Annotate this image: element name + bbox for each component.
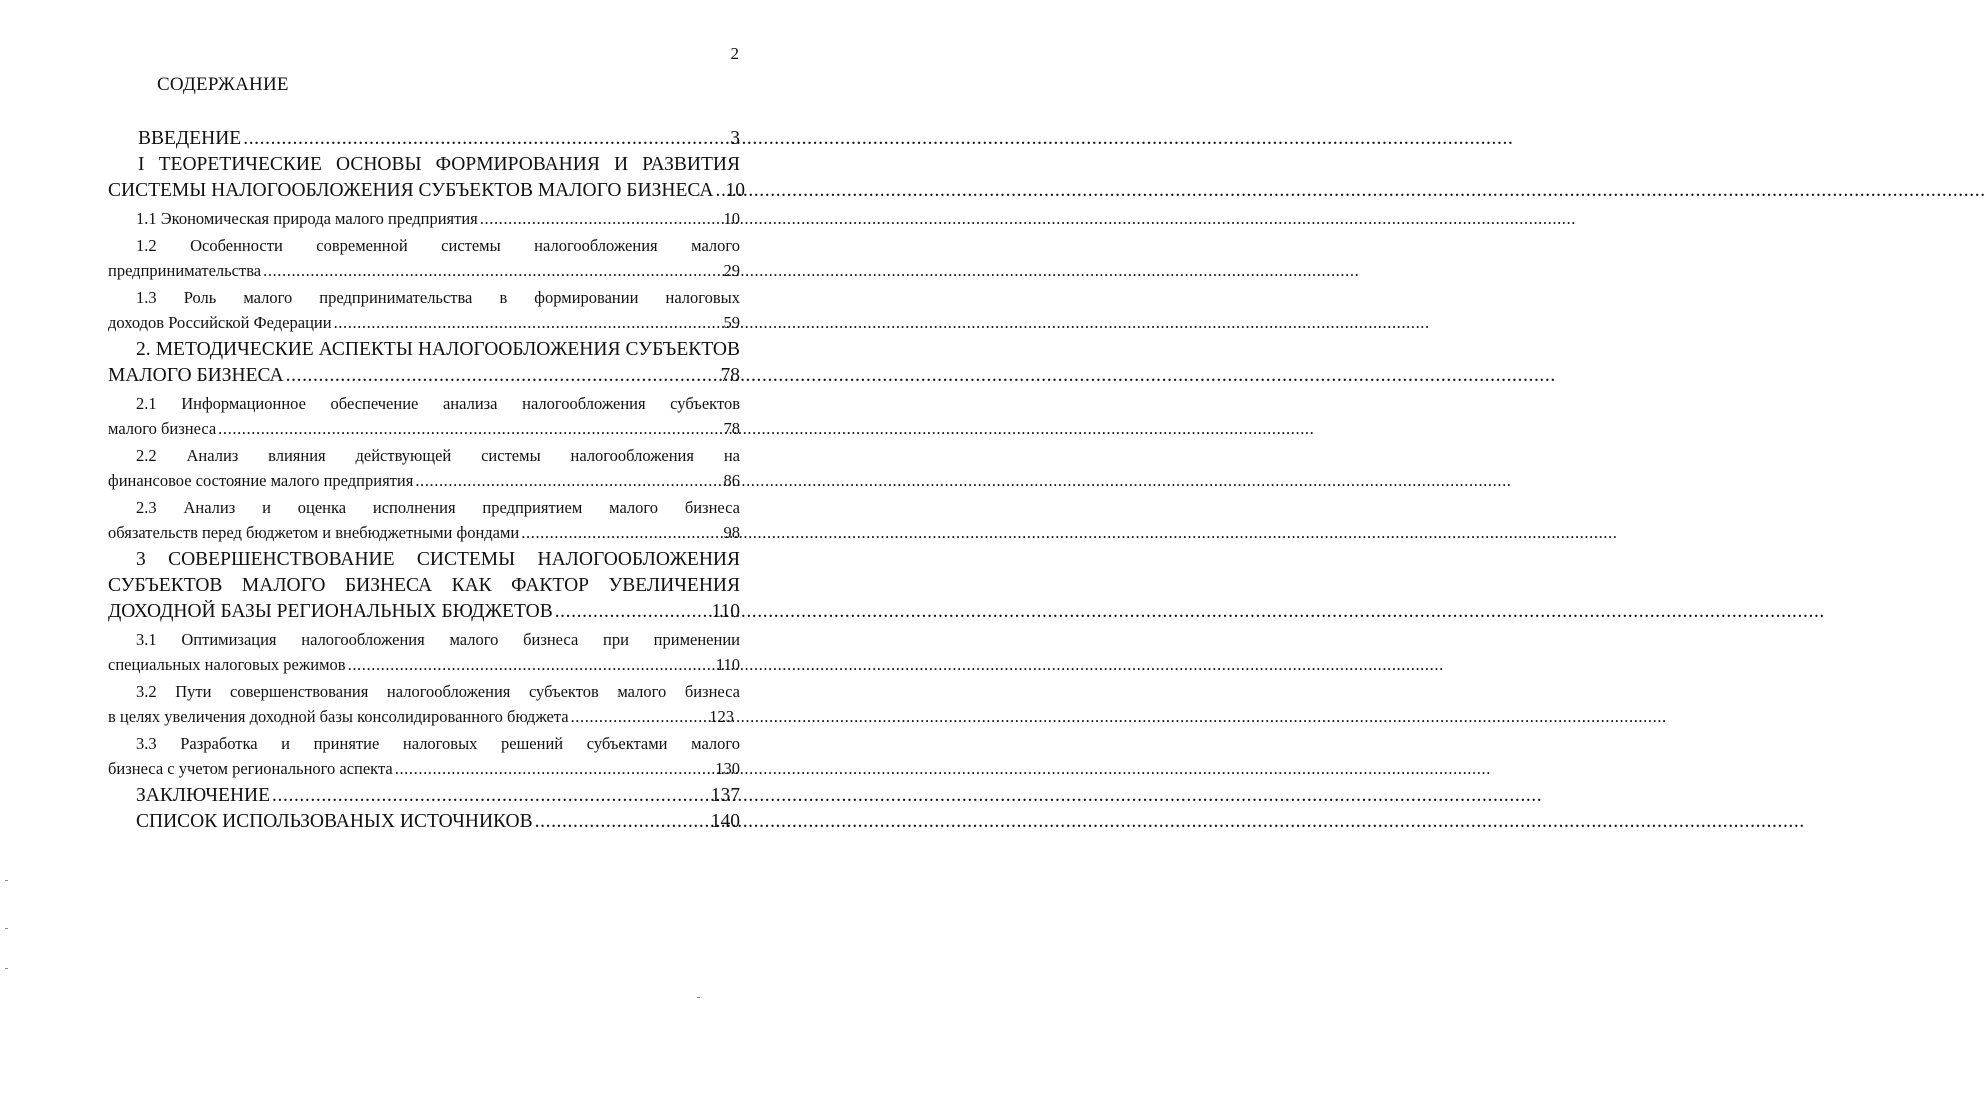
dot-leader — [286, 363, 719, 389]
toc-entry-label: обязательств перед бюджетом и внебюджетными фондами — [108, 523, 520, 542]
toc-entry-label: 1.1 Экономическая природа малого предприятия — [136, 209, 478, 228]
page-number: 2 — [730, 44, 739, 63]
scan-mark — [697, 997, 700, 998]
toc-entry-label: СИСТЕМЫ НАЛОГООБЛОЖЕНИЯ СУБЪЕКТОВ МАЛОГО БИЗНЕСА — [108, 180, 714, 201]
toc-entry-line: 3.2 Пути совершенствования налогообложения субъектов малого бизнеса — [136, 682, 740, 701]
dot-leader — [218, 416, 721, 441]
toc-entry-chapter-2[interactable] — [108, 337, 740, 389]
toc-page-number: 86 — [723, 471, 740, 490]
toc-page-number: 3 — [730, 128, 740, 149]
toc-entry-label: малого бизнеса — [108, 419, 217, 438]
toc-entry-introduction[interactable] — [108, 126, 740, 152]
toc-entry-chapter-3[interactable] — [108, 547, 740, 625]
toc-page-number: 10 — [725, 180, 745, 201]
toc-entry-line: I ТЕОРЕТИЧЕСКИЕ ОСНОВЫ ФОРМИРОВАНИЯ И РАЗВИТИЯ — [138, 154, 740, 175]
scan-mark — [5, 968, 8, 969]
toc-entry-line: 3 СОВЕРШЕНСТВОВАНИЕ СИСТЕМЫ НАЛОГООБЛОЖЕНИЯ — [136, 549, 740, 570]
toc-entry-1-1[interactable] — [108, 206, 740, 231]
toc-entry-label: в целях увеличения доходной базы консолидированного бюджета — [108, 707, 569, 726]
dot-leader — [395, 756, 714, 781]
toc-entry-line: 3.1 Оптимизация налогообложения малого бизнеса при применении — [136, 630, 740, 649]
dot-leader — [555, 599, 710, 625]
toc-page-number: 59 — [723, 313, 740, 332]
toc-entry-chapter-1[interactable] — [108, 152, 745, 204]
toc-page-number: 123 — [709, 707, 734, 726]
toc-entry-label: доходов Российской Федерации — [108, 313, 332, 332]
toc-page-number: 110 — [711, 601, 740, 622]
toc-entry-label: предпринимательства — [108, 261, 262, 280]
dot-leader — [535, 809, 709, 835]
toc-page-number: 137 — [710, 785, 740, 806]
toc-entry-line: 1.2 Особенности современной системы налогообложения малого — [136, 236, 740, 255]
toc-page-number: 140 — [710, 811, 740, 832]
toc-page-number: 78 — [723, 419, 740, 438]
dot-leader — [243, 126, 728, 152]
toc-entry-label: специальных налоговых режимов — [108, 655, 346, 674]
toc-entry-sources[interactable] — [108, 809, 740, 835]
dot-leader — [272, 783, 709, 809]
table-of-contents — [108, 126, 745, 835]
toc-entry-3-2[interactable] — [108, 679, 740, 729]
toc-entry-line: 1.3 Роль малого предпринимательства в формировании налоговых — [136, 288, 740, 307]
dot-leader — [348, 652, 714, 677]
toc-entry-2-1[interactable] — [108, 391, 740, 441]
toc-entry-line: 2.1 Информационное обеспечение анализа налогообложения субъектов — [136, 394, 740, 413]
toc-entry-line: 3.3 Разработка и принятие налоговых решений субъектами малого — [136, 734, 740, 753]
toc-page-number: 98 — [723, 523, 740, 542]
scan-mark — [5, 928, 8, 929]
toc-entry-line: 2.3 Анализ и оценка исполнения предприятием малого бизнеса — [136, 498, 740, 517]
toc-entry-line: СУБЪЕКТОВ МАЛОГО БИЗНЕСА КАК ФАКТОР УВЕЛИЧЕНИЯ — [108, 575, 740, 596]
toc-entry-2-3[interactable] — [108, 495, 740, 545]
toc-page-number: 110 — [715, 655, 740, 674]
dot-leader — [715, 178, 723, 204]
toc-entry-label: СПИСОК ИСПОЛЬЗОВАНЫХ ИСТОЧНИКОВ — [136, 811, 533, 832]
toc-entry-line: 2. МЕТОДИЧЕСКИЕ АСПЕКТЫ НАЛОГООБЛОЖЕНИЯ СУБЪЕКТОВ — [136, 339, 740, 360]
toc-page-number: 29 — [723, 261, 740, 280]
toc-page-number: 130 — [715, 759, 740, 778]
dot-leader — [334, 310, 722, 335]
scan-mark — [5, 880, 8, 881]
toc-entry-conclusion[interactable] — [108, 783, 740, 809]
toc-entry-3-1[interactable] — [108, 627, 740, 677]
toc-entry-label: бизнеса с учетом регионального аспекта — [108, 759, 393, 778]
dot-leader — [571, 704, 708, 729]
toc-entry-label: ДОХОДНОЙ БАЗЫ РЕГИОНАЛЬНЫХ БЮДЖЕТОВ — [108, 601, 553, 622]
toc-entry-label: ВВЕДЕНИЕ — [138, 128, 242, 149]
dot-leader — [521, 520, 721, 545]
toc-page-number: 78 — [720, 365, 740, 386]
toc-entry-label: ЗАКЛЮЧЕНИЕ — [136, 785, 271, 806]
toc-entry-label: финансовое состояние малого предприятия — [108, 471, 414, 490]
toc-entry-2-2[interactable] — [108, 443, 740, 493]
toc-entry-1-2[interactable] — [108, 233, 740, 283]
toc-entry-1-3[interactable] — [108, 285, 740, 335]
dot-leader — [415, 468, 721, 493]
dot-leader — [480, 206, 722, 231]
toc-entry-label: МАЛОГО БИЗНЕСА — [108, 365, 284, 386]
toc-page-number: 10 — [723, 209, 740, 228]
toc-entry-line: 2.2 Анализ влияния действующей системы налогообложения на — [136, 446, 740, 465]
toc-entry-3-3[interactable] — [108, 731, 740, 781]
toc-title: СОДЕРЖАНИЕ — [157, 74, 289, 95]
dot-leader — [263, 258, 721, 283]
